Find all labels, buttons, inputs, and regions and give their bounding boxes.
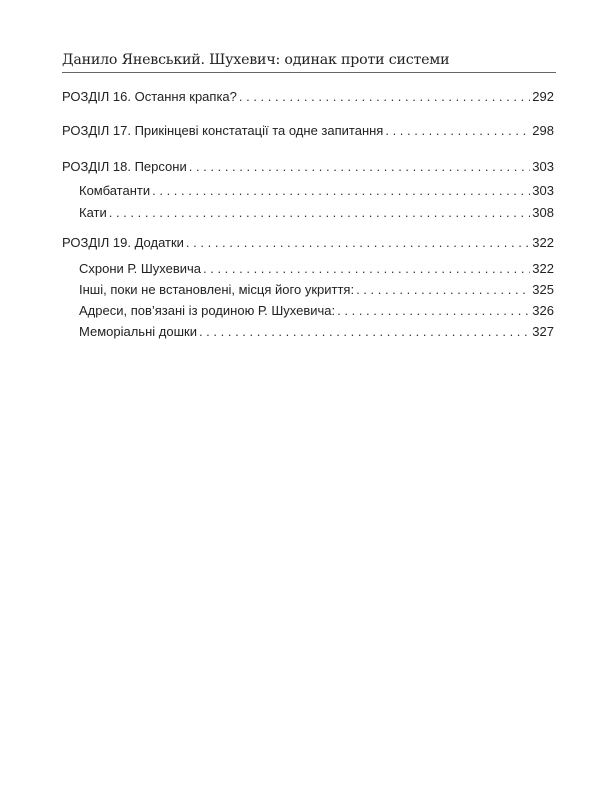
- toc-entry-page: 308: [532, 205, 554, 220]
- toc-entry-title: Інші, поки не встановлені, місця його укриття:: [79, 282, 355, 297]
- dot-leader: [199, 323, 530, 341]
- dot-leader: [189, 158, 531, 176]
- dot-leader: [152, 182, 530, 200]
- toc-entry-page: 303: [532, 159, 554, 174]
- toc-entry-page: 322: [532, 235, 554, 250]
- dot-leader: [186, 234, 530, 252]
- dot-leader: [356, 281, 530, 299]
- running-header: Данило Яневський. Шухевич: одинак проти системи: [62, 52, 450, 68]
- toc-entry[interactable]: [62, 88, 554, 106]
- dot-leader: [239, 88, 530, 106]
- toc-entry-title: РОЗДІЛ 17. Прикінцеві констатації та одне запитання: [62, 123, 384, 138]
- header-rule: [62, 72, 556, 73]
- dot-leader: [109, 204, 531, 222]
- toc-entry-title: РОЗДІЛ 18. Персони: [62, 159, 187, 174]
- toc-subentry[interactable]: [79, 281, 554, 299]
- toc-entry-page: 303: [532, 183, 554, 198]
- toc-subentry[interactable]: [79, 204, 554, 222]
- toc-entry[interactable]: [62, 234, 554, 252]
- toc-entry-page: 298: [532, 123, 554, 138]
- toc-entry-title: РОЗДІЛ 19. Додатки: [62, 235, 184, 250]
- toc-entry-title: Кати: [79, 205, 107, 220]
- toc-entry-page: 326: [532, 303, 554, 318]
- toc-subentry[interactable]: [79, 323, 554, 341]
- toc-entry-page: 325: [532, 282, 554, 297]
- toc-entry-title: Меморіальні дошки: [79, 324, 197, 339]
- toc-entry-title: Комбатанти: [79, 183, 151, 198]
- dot-leader: [337, 302, 530, 320]
- toc-entry-title: Адреси, пов’язані із родиною Р. Шухевича:: [79, 303, 336, 318]
- toc-entry-title: РОЗДІЛ 16. Остання крапка?: [62, 89, 237, 104]
- toc-entry-page: 327: [532, 324, 554, 339]
- toc-subentry[interactable]: [79, 302, 554, 320]
- toc-entry-page: 292: [532, 89, 554, 104]
- dot-leader: [385, 122, 530, 140]
- dot-leader: [203, 260, 530, 278]
- toc-entry-page: 322: [532, 261, 554, 276]
- toc-subentry[interactable]: [79, 182, 554, 200]
- toc-entry[interactable]: [62, 122, 554, 140]
- toc-subentry[interactable]: [79, 260, 554, 278]
- toc-entry-title: Схрони Р. Шухевича: [79, 261, 202, 276]
- toc-entry[interactable]: [62, 158, 554, 176]
